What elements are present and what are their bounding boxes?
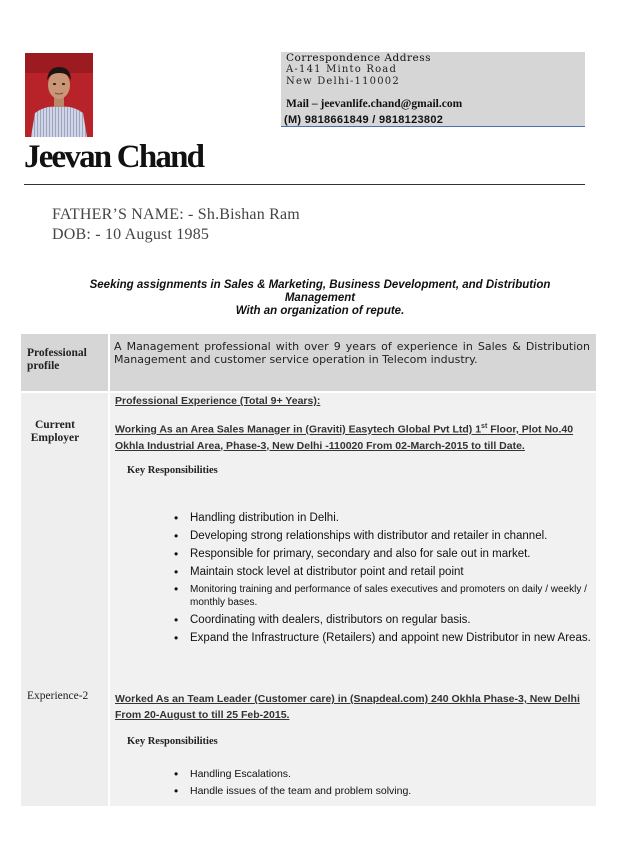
candidate-name: Jeevan Chand — [24, 139, 204, 175]
name-divider — [24, 184, 585, 185]
objective-line-1: Seeking assignments in Sales & Marketing, Business Development, and Distribution — [89, 279, 551, 291]
experience-heading: Professional Experience (Total 9+ Years): — [115, 395, 321, 407]
current-employer-label: Current Employer — [30, 419, 80, 444]
current-job-title-sup: st — [481, 423, 488, 430]
experience-2-title: Worked As an Team Leader (Customer care) in (Snapdeal.com) 240 Okhla Phase-3, New Delhi From 20-August to till 25 Feb-2015. — [115, 693, 580, 721]
experience-2-label: Experience-2 — [27, 690, 89, 702]
current-job-title-b: Floor, Plot No.40 Okhla Industrial Area, Phase-3, New Delhi -110020 From 02-March-2015 to till Date. — [115, 423, 574, 452]
list-item: • Maintain stock level at distributor point and retail point — [174, 565, 594, 579]
mobile-line: (M) 9818661849 / 9818123802 — [284, 114, 444, 126]
experience-2-key-responsibilities: Key Responsibilities — [127, 736, 218, 747]
profile-label: Professional profile — [27, 347, 87, 372]
profile-photo — [25, 53, 93, 137]
list-item: • Handle issues of the team and problem solving. — [174, 784, 594, 798]
address-line-1: A-141 Minto Road — [286, 64, 398, 75]
objective-line-3: With an organization of repute. — [235, 305, 405, 317]
list-item: • Developing strong relationships with distributor and retailer in channel. — [174, 529, 594, 543]
objective — [60, 279, 580, 318]
father-name: FATHER’S NAME: - Sh.Bishan Ram — [52, 206, 300, 223]
date-of-birth: DOB: - 10 August 1985 — [52, 226, 210, 243]
profile-label-cell — [21, 334, 108, 391]
profile-text: A Management professional with over 9 years of experience in Sales & Distribution Management and customer service operation in Telecom industry. — [114, 340, 590, 366]
current-job-title-a: Working As an Area Sales Manager in (Graviti) Easytech Global Pvt Ltd) 1 — [115, 423, 482, 436]
current-responsibilities-list — [174, 511, 594, 649]
list-item: • Expand the Infrastructure (Retailers) and appoint new Distributor in new Areas. — [174, 631, 594, 645]
experience-label-cell — [21, 393, 108, 806]
list-item: • Handling Escalations. — [174, 767, 594, 781]
address-heading: Correspondence Address — [286, 52, 431, 64]
list-item: • Coordinating with dealers, distributors on regular basis. — [174, 613, 594, 627]
list-item: • Responsible for primary, secondary and also for sale out in market. — [174, 547, 594, 561]
objective-line-2: Management — [284, 292, 356, 304]
address-box — [281, 52, 585, 127]
current-job-title — [115, 419, 593, 454]
list-item: • Handling distribution in Delhi. — [174, 511, 594, 525]
email-line: Mail – jeevanlife.chand@gmail.com — [286, 98, 463, 110]
list-item: • Monitoring training and performance of sales executives and promoters on daily / weekly / monthly bases. — [174, 583, 594, 609]
key-responsibilities-heading: Key Responsibilities — [127, 465, 218, 476]
experience-2-responsibilities-list — [174, 767, 594, 801]
address-line-2: New Delhi-110002 — [286, 76, 400, 87]
